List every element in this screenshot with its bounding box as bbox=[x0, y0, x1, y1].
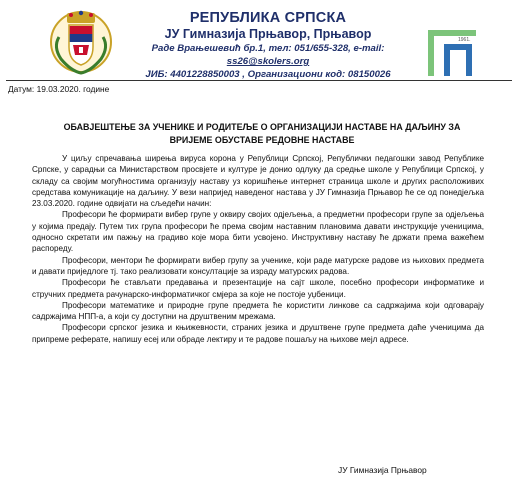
paragraph-math: Професори математике и природне групе предмета ће користити линкове са садржајима који одговарају садржајима НПП-а, а који су доступни на друштвеним мрежама. bbox=[32, 300, 484, 322]
contact-line bbox=[118, 42, 418, 68]
paragraph-intro: У циљу спречавања ширења вируса корона у Републици Српској, Републички педагошки завод Републике Српске, у сарадњи са Министарством просвјете и културе је донио одлуку да средње школе у Републици Српској, у складу са својим могућностима организују наставу уз коришћење интернет страница школе и других расположивих средстава комуникације на даљину. У вези напријед наведеног наставa у ЈУ Гимназија Прњавор ће се од понедјељка 23.03.2020. године одвијати на сљедећи начин: bbox=[32, 154, 484, 209]
republika-srpska-coat-of-arms-icon bbox=[49, 7, 113, 77]
paragraph-mentors: Професори, ментори ће формирати вибер групу за ученике, који раде матурске радове из њихових предмета и давати приједлоге тј. тако реализовати консултације за израду матурских радова. bbox=[32, 255, 484, 276]
registration-line: ЈИБ: 4401228850003 , Организациони код: 08150026 bbox=[145, 69, 391, 80]
school-logo-icon bbox=[424, 24, 480, 80]
paragraph-website: Професори ће стављати предавања и презентације на сајт школе, посебно професори информатике и стручних предмета рачунарско-информатичког смјера за које не постоје уџбеници. bbox=[32, 278, 484, 299]
document-body bbox=[32, 153, 484, 345]
header-divider bbox=[6, 80, 512, 81]
document-title: ОБАВЈЕШТЕЊЕ ЗА УЧЕНИКЕ И РОДИТЕЉЕ О ОРГАНИЗАЦИЈИ НАСТАВЕ НА ДАЉИНУ ЗА ВРИЈЕМЕ ОБУСТАВЕ РЕДОВНЕ НАСТАВЕ bbox=[63, 122, 461, 145]
document-date: Датум: 19.03.2020. године bbox=[8, 84, 110, 94]
letterhead bbox=[118, 10, 418, 81]
signature: ЈУ Гимназија Прњавор bbox=[338, 465, 427, 475]
paragraph-viber-groups: Професори ће формирати вибер групе у оквиру својих одјељења, а предметни професори групе за одјељења у којима предају. Путем тих група професори ће према својим наставним плановима давати инструкције ученицима, односно скретати им пажњу на градиво које мора бити усвојено. Инструктивну наставу ће држати према важећем распореду. bbox=[32, 210, 484, 254]
paragraph-languages: Професори српског језика и књижевности, страних језика и друштвене групе предмета даће ученицима да припреме реферате, напишу есеј или обраде лектиру и те радове пошаљу на њихове мејл адресе. bbox=[32, 323, 484, 344]
republic-name: РЕПУБЛИКА СРПСКА bbox=[189, 10, 347, 26]
email-link[interactable]: ss26@skolers.org bbox=[226, 56, 310, 67]
school-name: ЈУ Гимназија Прњавор, Прњавор bbox=[164, 27, 372, 41]
logo-year: 1961. bbox=[458, 37, 471, 43]
contact-address: Раде Врањешевић бр.1, тел: 051/655-328, e-mail: bbox=[151, 43, 385, 54]
